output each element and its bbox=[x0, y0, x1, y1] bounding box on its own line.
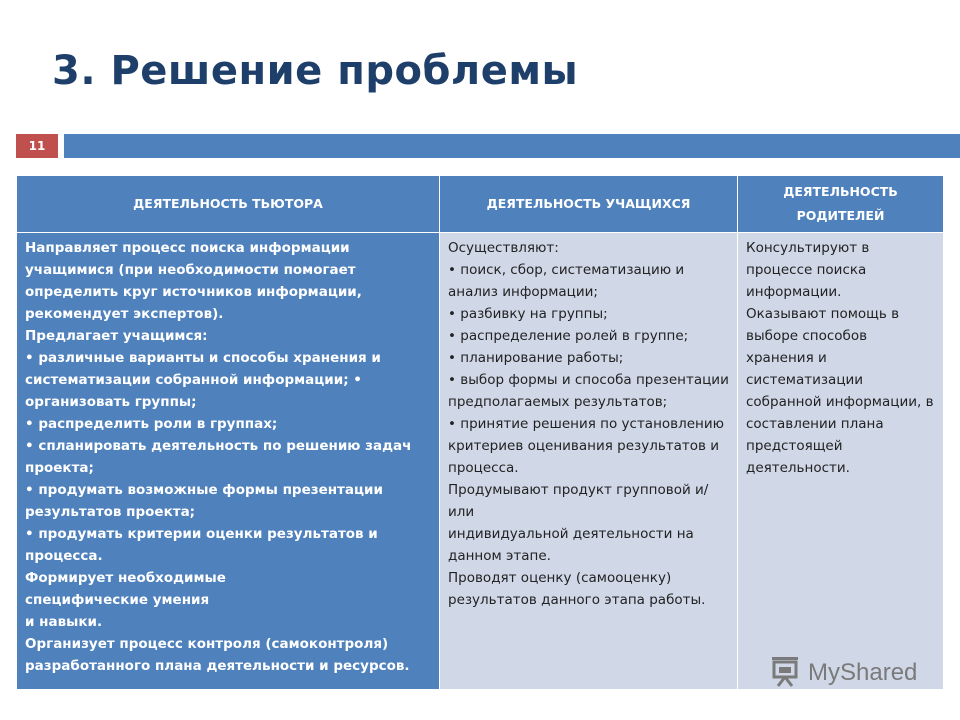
parents-line: Консультируют в процессе поиска информации. bbox=[746, 240, 870, 300]
tutor-line: Предлагает учащимся: bbox=[25, 328, 208, 344]
tutor-line: Формирует необходимые bbox=[25, 570, 226, 586]
watermark bbox=[768, 656, 917, 690]
students-line: • принятие решения по установлению критериев оценивания результатов и процесса. bbox=[448, 416, 725, 476]
table-header-row bbox=[17, 176, 944, 233]
header-tutor: ДЕЯТЕЛЬНОСТЬ ТЬЮТОРА bbox=[17, 176, 440, 233]
students-line: • распределение ролей в группе; bbox=[448, 328, 689, 344]
tutor-line: и навыки. bbox=[25, 614, 103, 630]
table-row bbox=[17, 233, 944, 690]
parents-line: Оказывают помощь в выборе способов хранения и систематизации собранной информации, в составлении плана предстоящей деятельности. bbox=[746, 306, 934, 476]
tutor-line: Организует процесс контроля (самоконтроля) разработанного плана деятельности и ресурсов. bbox=[25, 636, 410, 674]
tutor-line: Направляет процесс поиска информации учащимися (при необходимости помогает определить круг источников информации, рекомендует экспертов). bbox=[25, 240, 362, 322]
header-parents: ДЕЯТЕЛЬНОСТЬ РОДИТЕЛЕЙ bbox=[738, 176, 944, 233]
students-line: • разбивку на группы; bbox=[448, 306, 608, 322]
cell-tutor bbox=[17, 233, 440, 690]
students-line: Осуществляют: bbox=[448, 240, 559, 256]
students-line: Проводят оценку (самооценку) результатов данного этапа работы. bbox=[448, 570, 706, 608]
tutor-line: • распределить роли в группах; bbox=[25, 416, 278, 432]
students-line: • поиск, сбор, систематизацию и анализ информации; bbox=[448, 262, 685, 300]
students-line: индивидуальной деятельности на данном этапе. bbox=[448, 526, 694, 564]
students-line: Продумывают продукт групповой и/или bbox=[448, 482, 709, 520]
slide-title: 3. Решение проблемы bbox=[52, 48, 579, 94]
tutor-line: • продумать критерии оценки результатов и процесса. bbox=[25, 526, 378, 564]
header-students: ДЕЯТЕЛЬНОСТЬ УЧАЩИХСЯ bbox=[440, 176, 738, 233]
tutor-line: специфические умения bbox=[25, 592, 210, 608]
students-line: • планирование работы; bbox=[448, 350, 624, 366]
page-number-badge: 11 bbox=[16, 134, 58, 158]
presentation-board-icon bbox=[768, 655, 802, 691]
cell-parents bbox=[738, 233, 944, 690]
tutor-line: • различные варианты и способы хранения и систематизации собранной информации; • организовать группы; bbox=[25, 350, 381, 410]
activities-table bbox=[16, 175, 944, 690]
students-line: • выбор формы и способа презентации предполагаемых результатов; bbox=[448, 372, 729, 410]
cell-students bbox=[440, 233, 738, 690]
tutor-line: • продумать возможные формы презентации результатов проекта; bbox=[25, 482, 383, 520]
tutor-line: • спланировать деятельность по решению задач проекта; bbox=[25, 438, 412, 476]
watermark-text: MyShared bbox=[808, 659, 918, 686]
header-bar bbox=[64, 134, 960, 158]
